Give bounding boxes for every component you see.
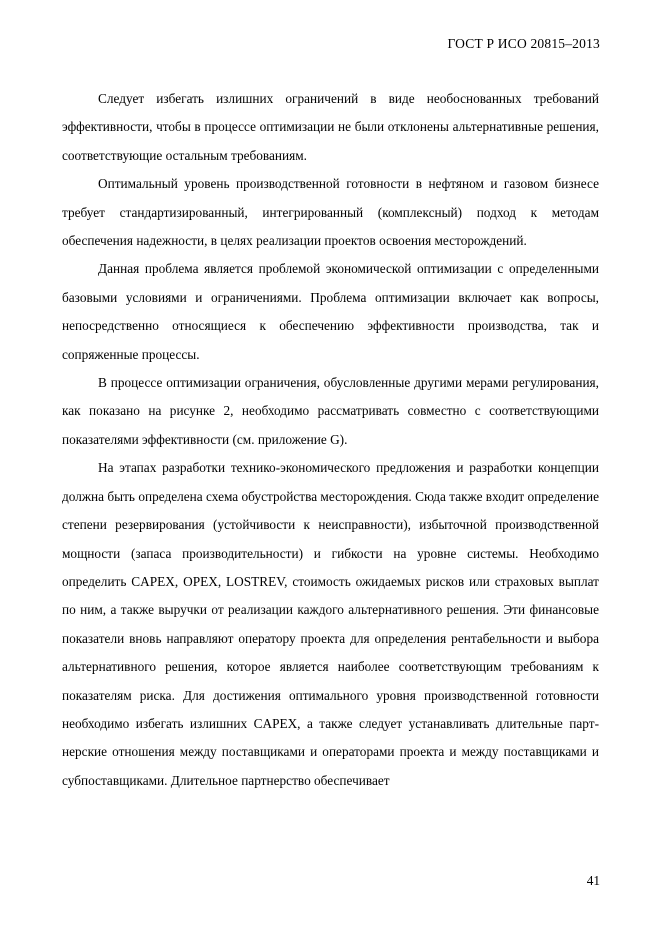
page-number: 41 (586, 873, 600, 888)
paragraph: Данная проблема является проблемой экономической оптимизации с определенными базовыми условиями и ограничениями. Проблема оптимизации включает как вопросы, непосредственно относящиеся к обеспечению эффективности производства, так и сопряженные процессы. (62, 261, 599, 362)
page-body (62, 85, 599, 795)
paragraph: В процессе оптимизации ограничения, обусловленные другими мерами регулирования, как показано на рисунке 2, необходимо рассматривать совместно с соответствующими показателями эффективности (см. приложение G). (62, 375, 599, 447)
page-header: ГОСТ Р ИСО 20815–2013 (447, 36, 600, 51)
paragraph: На этапах разработки технико-экономического предложения и разработки концепции должна быть определена схема обустройства месторождения. Сюда также входит определение степени резервирования (устойчивости к неисправности), избыточной производственной мощности (запаса производительности) и гибкости на уровне системы. Необходимо определить CAPEX, OPEX, LOSTREV, стоимость ожидаемых рисков или страховых выплат по ним, а также выручки от реализации каждого альтернативного решения. Эти финансовые показатели вновь направляют оператору проекта для определения рентабельности и выбора альтернативного решения, которое является наиболее соответствующим требованиям к показателям риска. Для достижения оптимального уровня производственной готовности необходимо избегать излишних CAPEX, а также следует устанавливать длительные партнерские отношения между поставщиками и операторами проекта и между поставщиками и субпоставщиками. Длительное партнерство обеспечивает (62, 460, 599, 788)
paragraph: Следует избегать излишних ограничений в виде необоснованных требований эффективности, чтобы в процессе оптимизации не были отклонены альтернативные решения, соответствующие остальным требованиям. (62, 91, 599, 163)
paragraph: Оптимальный уровень производственной готовности в нефтяном и газовом бизнесе требует стандартизированный, интегрированный (комплексный) подход к методам обеспечения надежности, в целях реализации проектов освоения месторождений. (62, 176, 599, 249)
